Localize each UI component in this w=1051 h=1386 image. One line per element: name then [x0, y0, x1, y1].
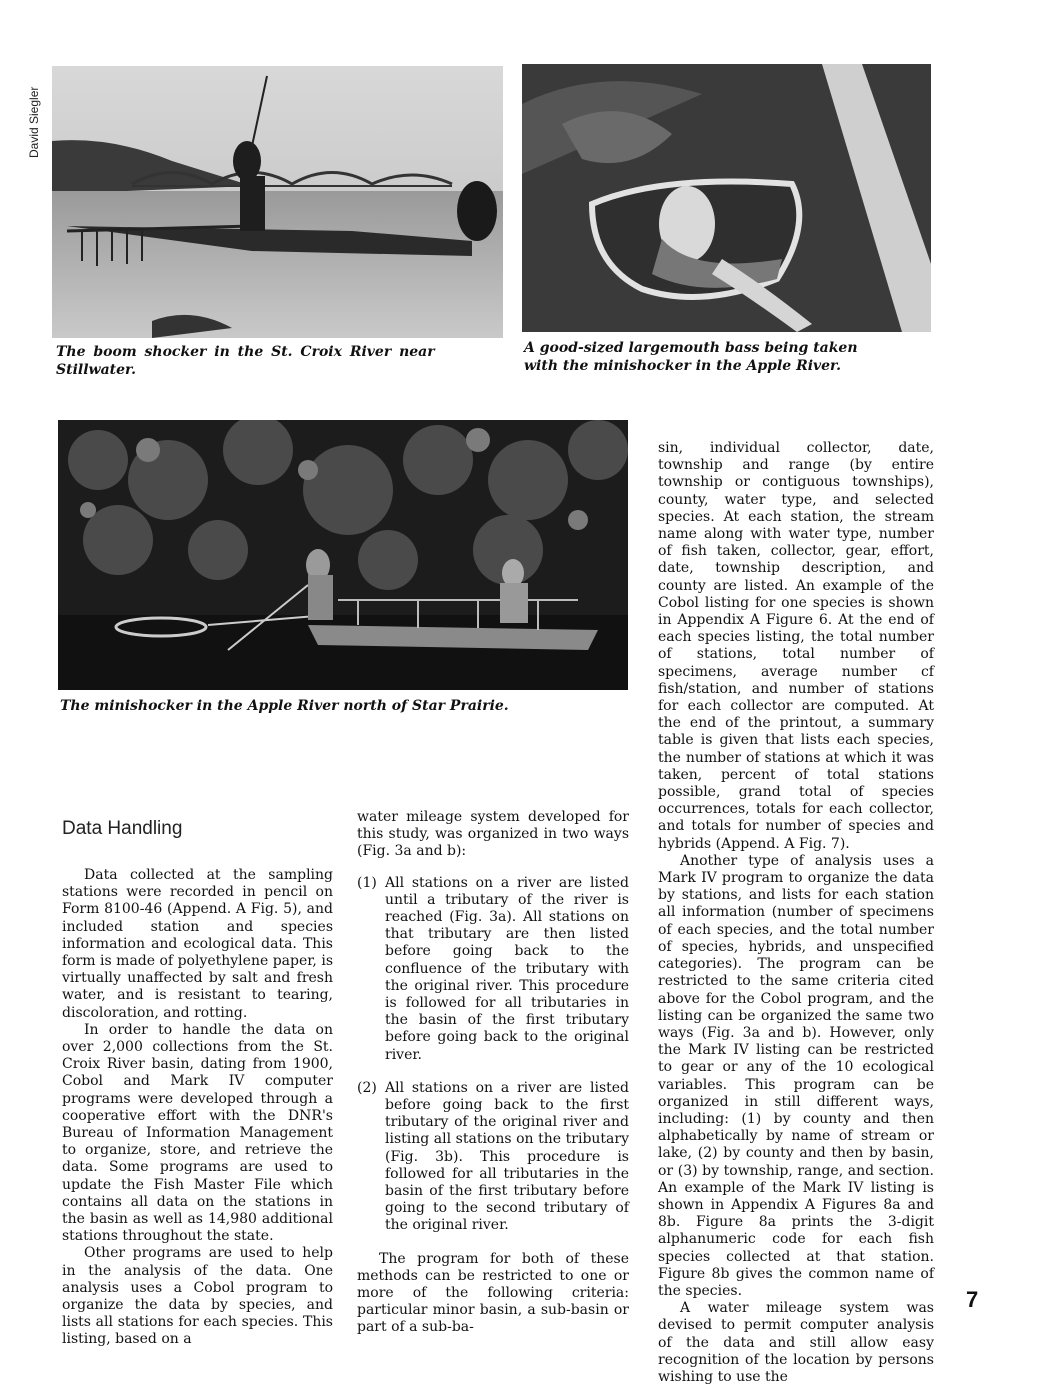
column-3: [658, 440, 934, 1386]
paragraph: The program for both of these methods can be restricted to one or more of the following criteria: particular minor basin, a sub-basin or part of a sub-ba-: [357, 1250, 629, 1336]
list-item-text: All stations on a river are listed before going back to the first tributary of the original river and listing all stations on the tributary (Fig. 3b). This procedure is followed for all tributaries in the basin of the first tributary before going to the second tributary of the original river.: [385, 1079, 629, 1234]
paragraph: Data collected at the sampling stations were recorded in pencil on Form 8100-46 (Append. A Fig. 5), and included station and species information and ecological data. This form is made of polyethylene paper, is virtually unaffected by salt and fresh water, and is resistant to tearing, discoloration, and rotting.: [62, 867, 333, 1021]
photo-boom-shocker: [52, 66, 503, 338]
paragraph: A water mileage system was devised to permit computer analysis of the data and still allow easy recognition of the location by persons wishing to use the: [658, 1300, 934, 1385]
column-1: [62, 867, 333, 1349]
paragraph: water mileage system developed for this study, was organized in two ways (Fig. 3a and b):: [357, 809, 629, 860]
paragraph: Another type of analysis uses a Mark IV program to organize the data by stations, and lists for each station all information (number of specimens of each species, and the total number of species, hybrids, and unspecified categories). The program can be restricted to the same criteria cited above for the Cobol program, and the listing can be organized the same two ways (Fig. 3a and b). However, only the Mark IV listing can be restricted to gear or any of the 10 ecological variables. This program can be organized in still different ways, including: (1) by county and then alphabetically by name of stream or lake, (2) by county and then by basin, or (3) by township, range, and section. An example of the Mark IV listing is shown in Appendix A Figures 8a and 8b. Figure 8a prints the 3-digit alphanumeric code for each fish species collected at that station. Figure 8b gives the common name of the species.: [658, 852, 934, 1299]
photo-credit: David Siegler: [27, 86, 41, 158]
paragraph: In order to handle the data on over 2,000 collections from the St. Croix River basin, dating from 1900, Cobol and Mark IV computer programs were developed through a cooperative effort with the DNR's Bureau of Information Management to organize, store, and retrieve the data. Some programs are used to update the Fish Master File which contains all data on the stations in the basin as well as 14,980 additional stations throughout the state.: [62, 1021, 333, 1245]
paragraph: Other programs are used to help in the analysis of the data. One analysis uses a Cobol program to organize the data by species, and lists all stations for each species. This listing, based on a: [62, 1245, 333, 1348]
list-item: [357, 875, 629, 1064]
photo-largemouth-bass: [522, 64, 931, 332]
list-item-text: All stations on a river are listed until a tributary of the river is reached (Fig. 3a). All stations on that tributary are then listed before going back to the confluence of the tributary with the original river. This procedure is followed for all tributaries in the basin of the first tributary before going back to the original river.: [385, 874, 629, 1063]
photo-minishocker: [58, 420, 628, 690]
page-number: 7: [966, 1287, 979, 1312]
list-item-number: (2): [357, 1079, 377, 1096]
list-item-number: (1): [357, 874, 377, 891]
criteria-list: [357, 875, 629, 1235]
list-item: [357, 1080, 629, 1235]
caption-boom-shocker: The boom shocker in the St. Croix River near Stillwater.: [56, 344, 435, 378]
section-heading-data-handling: Data Handling: [62, 818, 183, 839]
caption-minishocker: The minishocker in the Apple River north of Star Prairie.: [60, 698, 509, 714]
paragraph: sin, individual collector, date, township and range (by entire township or contiguous townships), county, water type, and selected species. At each station, the stream name along with water type, number of fish taken, collector, gear, effort, date, township description, and county are listed. An example of the Cobol listing for one species is shown in Appendix A Figure 6. At the end of each species listing, the total number of stations, total number of specimens, average number cf fish/station, and number of stations for each collector are computed. At the end of the printout, a summary table is given that lists each species, the number of stations at which it was taken, percent of total stations possible, grand total of species occurrences, totals for each collector, and totals for number of species and hybrids (Append. A Fig. 7).: [658, 440, 934, 852]
caption-largemouth-bass: A good-sized largemouth bass being taken with the minishocker in the Apple River.: [524, 340, 858, 374]
column-2: [357, 809, 629, 1337]
